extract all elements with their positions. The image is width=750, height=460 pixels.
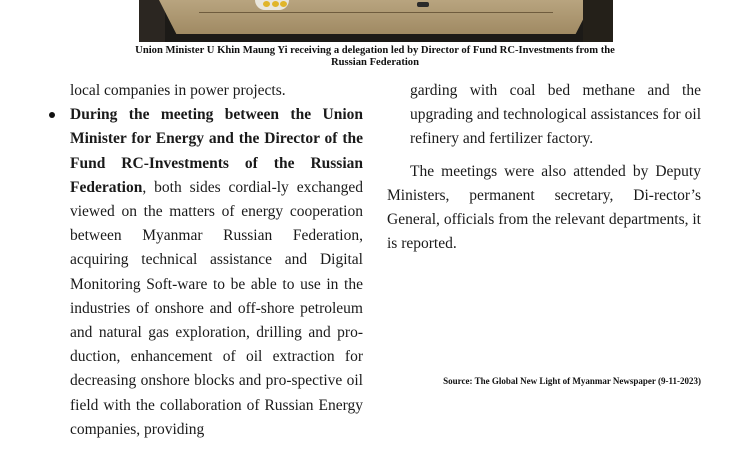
- closing-paragraph: The meetings were also attended by Deputy Ministers, permanent secretary, Di-rector’s General, officials from the relevant departments, it is reported.: [387, 162, 701, 253]
- caption-line-1: Union Minister U Khin Maung Yi receiving a delegation led by Director of Fund RC-Investments from the: [135, 45, 615, 56]
- photo-fruit: [272, 1, 279, 7]
- right-continuation: garding with coal bed methane and the upgrading and technological assistances for oil refinery and fertilizer factory.: [410, 82, 701, 148]
- photo-left-shadow: [139, 0, 165, 42]
- bullet-bold-lead: During the meeting between the Union Minister for Energy and the Director of the Fund RC-Investments of the Russian Federation: [70, 106, 363, 196]
- source-citation: Source: The Global New Light of Myanmar Newspaper (9-11-2023): [443, 376, 701, 386]
- photo-fruit: [263, 1, 270, 7]
- photo-table-object: [417, 2, 429, 7]
- caption-line-2: Russian Federation: [331, 57, 419, 68]
- photo-conference-table: [159, 0, 593, 34]
- bullet-body-text: , both sides cordial-ly exchanged viewed on the matters of energy cooperation between Myanmar Russian Federation, acquiring technical assistance and Digital Monitoring Soft-ware to be able to use in the industries of onshore and off-shore petroleum and natural gas exploration, drilling and pro-duction, enhancement of oil extraction for decreasing onshore blocks and pro-spective oil field with the collaboration of Russian Energy companies, providing: [70, 178, 363, 438]
- photo-caption: [80, 45, 670, 69]
- bullet-paragraph: [70, 103, 363, 442]
- photo-fruit: [280, 1, 287, 7]
- meeting-photo: [139, 0, 613, 42]
- bullet-icon: [49, 112, 55, 118]
- left-column: [70, 79, 363, 442]
- continuation-line: local companies in power projects.: [70, 82, 286, 99]
- photo-table-edge: [199, 12, 553, 13]
- photo-right-shadow: [583, 0, 613, 42]
- right-column: [387, 79, 701, 256]
- bullet-item: [70, 103, 363, 442]
